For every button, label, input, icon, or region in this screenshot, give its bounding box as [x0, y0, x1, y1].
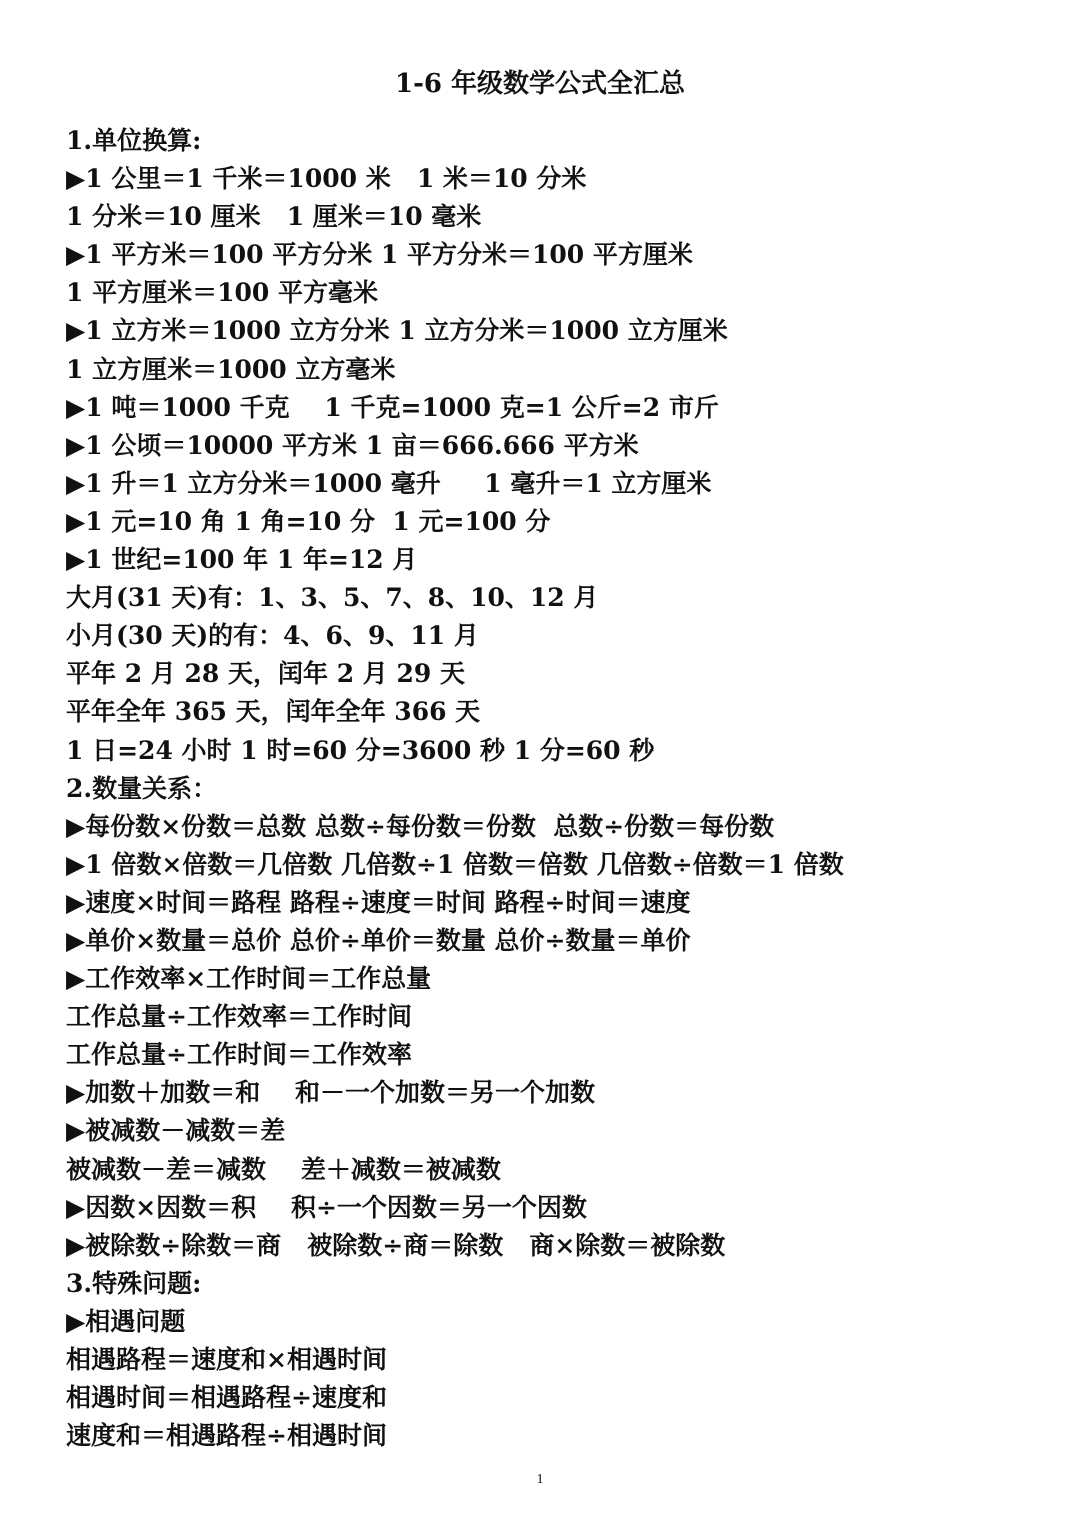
- text-line: 相遇时间＝相遇路程÷速度和: [66, 1383, 387, 1413]
- text-line: ▶被减数－减数＝差: [66, 1116, 286, 1146]
- text-line: 1 分米＝10 厘米 1 厘米＝10 毫米: [66, 202, 482, 232]
- text-line: 小月(30 天)的有：4、6、9、11 月: [66, 621, 479, 651]
- text-line: ▶单价×数量＝总价 总价÷单价＝数量 总价÷数量＝单价: [66, 925, 691, 955]
- text-line: ▶1 世纪=100 年 1 年=12 月: [66, 545, 418, 575]
- text-line: ▶1 倍数×倍数＝几倍数 几倍数÷1 倍数＝倍数 几倍数÷倍数＝1 倍数: [66, 849, 844, 879]
- page-number: 1: [536, 1472, 544, 1487]
- text-line: 相遇路程＝速度和×相遇时间: [66, 1345, 387, 1374]
- text-line: ▶工作效率×工作时间＝工作总量: [66, 964, 432, 994]
- text-line: ▶1 升＝1 立方分米＝1000 毫升 1 毫升＝1 立方厘米: [66, 468, 712, 498]
- text-line: ▶被除数÷除数＝商 被除数÷商＝除数 商×除数＝被除数: [66, 1230, 726, 1260]
- text-line: 1 立方厘米＝1000 立方毫米: [66, 354, 396, 384]
- document-title: 1-6 年级数学公式全汇总: [394, 69, 686, 99]
- text-line: 工作总量÷工作效率＝工作时间: [66, 1002, 412, 1032]
- text-line: ▶1 公里＝1 千米＝1000 米 1 米＝10 分米: [66, 164, 587, 194]
- text-line: ▶1 元=10 角 1 角=10 分 1 元=100 分: [66, 506, 551, 536]
- text-line: ▶因数×因数＝积 积÷一个因数＝另一个因数: [66, 1192, 587, 1222]
- text-line: ▶速度×时间＝路程 路程÷速度＝时间 路程÷时间＝速度: [66, 887, 691, 917]
- text-line: 1 日=24 小时 1 时=60 分=3600 秒 1 分=60 秒: [66, 735, 655, 765]
- text-line: ▶1 吨＝1000 千克 1 千克=1000 克=1 公斤=2 市斤: [66, 392, 719, 422]
- text-line: ▶1 立方米＝1000 立方分米 1 立方分米＝1000 立方厘米: [66, 316, 728, 346]
- document-body: [66, 122, 1046, 1455]
- text-line: 大月(31 天)有：1、3、5、7、8、10、12 月: [66, 583, 599, 613]
- text-line: 工作总量÷工作时间＝工作效率: [66, 1040, 412, 1070]
- text-line: ▶加数＋加数＝和 和－一个加数＝另一个加数: [66, 1078, 596, 1108]
- text-line: 被减数－差＝减数 差＋减数＝被减数: [66, 1154, 501, 1184]
- text-line: ▶1 公顷＝10000 平方米 1 亩＝666.666 平方米: [66, 430, 639, 460]
- text-line: 速度和＝相遇路程÷相遇时间: [66, 1421, 387, 1451]
- text-line: ▶每份数×份数＝总数 总数÷每份数＝份数 总数÷份数＝每份数: [66, 811, 775, 841]
- text-line: 1 平方厘米＝100 平方毫米: [66, 278, 378, 308]
- text-line: ▶1 平方米＝100 平方分米 1 平方分米＝100 平方厘米: [66, 240, 693, 270]
- text-line: 平年 2 月 28 天，闰年 2 月 29 天: [66, 659, 465, 689]
- text-line: 1.单位换算:: [66, 126, 202, 155]
- text-line: 平年全年 365 天，闰年全年 366 天: [66, 697, 481, 727]
- text-line: ▶相遇问题: [66, 1306, 186, 1336]
- text-line: 2.数量关系：: [66, 773, 218, 803]
- text-line: 3.特殊问题:: [66, 1268, 202, 1298]
